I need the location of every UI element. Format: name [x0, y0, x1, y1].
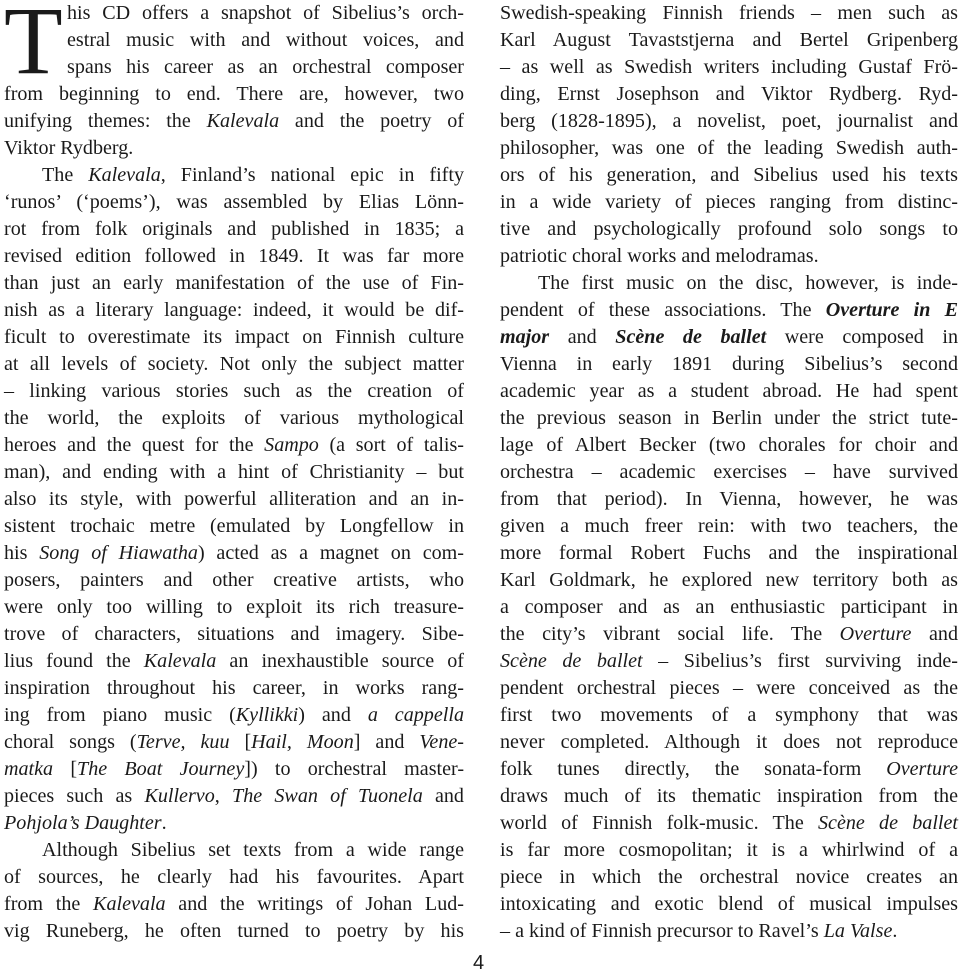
text-line: lage of Albert Becker (two chorales for choir and [500, 434, 958, 456]
text-line: orchestra – academic exercises – have survived [500, 461, 958, 483]
text-line: Viktor Rydberg. [4, 137, 134, 159]
text-line: Karl Goldmark, he explored new territory both as [500, 569, 958, 591]
text-line: ficult to overestimate its impact on Finnish culture [4, 326, 464, 348]
right-column [500, 0, 958, 945]
text-line: trove of characters, situations and imagery. Sibe- [4, 623, 464, 645]
text-line: more formal Robert Fuchs and the inspirational [500, 542, 958, 564]
text-line: patriotic choral works and melodramas. [500, 245, 819, 267]
text-line: the world, the exploits of various mythological [4, 407, 464, 429]
text-line: first two movements of a symphony that was [500, 704, 958, 726]
text-line: in a wide variety of pieces ranging from distinc- [500, 191, 958, 213]
left-column [4, 0, 464, 945]
text-line: given a much freer rein: with two teachers, the [500, 515, 958, 537]
text-line: – as well as Swedish writers including Gustaf Frö- [500, 56, 958, 78]
text-line: The first music on the disc, however, is inde- [538, 272, 958, 294]
drop-cap: T [4, 0, 63, 94]
text-line: folk tunes directly, the sonata-form Overture [500, 758, 958, 780]
text-line: a composer and as an enthusiastic participant in [500, 596, 958, 618]
paragraph-overture [500, 270, 958, 945]
text-line: rot from folk originals and published in 1835; a [4, 218, 464, 240]
text-line: the previous season in Berlin under the strict tute- [500, 407, 958, 429]
text-line: vig Runeberg, he often turned to poetry by his [4, 920, 464, 942]
text-line: estral music with and without voices, and [67, 29, 464, 51]
text-line: Karl August Tavaststjerna and Bertel Gripenberg [500, 29, 958, 51]
text-line: the city’s vibrant social life. The Overture and [500, 623, 958, 645]
text-line: unifying themes: the Kalevala and the poetry of [4, 110, 464, 132]
text-line: – linking various stories such as the creation of [4, 380, 464, 402]
text-line: choral songs (Terve, kuu [Hail, Moon] and Vene- [4, 731, 464, 753]
text-line: also its style, with powerful alliteration and an in- [4, 488, 464, 510]
text-line: Scène de ballet – Sibelius’s first surviving inde- [500, 650, 959, 672]
text-line: never completed. Although it does not reproduce [500, 731, 958, 753]
text-line: from beginning to end. There are, however, two [4, 83, 464, 105]
text-line: intoxicating and exotic blend of musical impulses [500, 893, 958, 915]
text-line: ing from piano music (Kyllikki) and a cappella [4, 704, 464, 726]
paragraph-sources [4, 837, 464, 945]
text-line: Swedish-speaking Finnish friends – men such as [500, 2, 958, 24]
text-line: is far more cosmopolitan; it is a whirlwind of a [500, 839, 958, 861]
text-line: of sources, he clearly had his favourites. Apart [4, 866, 464, 888]
text-line: from the Kalevala and the writings of Johan Lud- [4, 893, 464, 915]
text-line: were only too willing to exploit its rich treasure- [4, 596, 464, 618]
text-line: than just an early manifestation of the use of Fin- [4, 272, 464, 294]
text-line: – a kind of Finnish precursor to Ravel’s La Valse. [500, 920, 898, 942]
text-line: man), and ending with a hint of Christianity – but [4, 461, 464, 483]
text-line: Pohjola’s Daughter. [4, 812, 167, 834]
page-number: 4 [473, 952, 485, 974]
text-line: spans his career as an orchestral composer [67, 56, 464, 78]
text-line: matka [The Boat Journey]) to orchestral master- [4, 758, 465, 780]
text-line: sistent trochaic metre (emulated by Longfellow in [4, 515, 464, 537]
text-line: The Kalevala, Finland’s national epic in fifty [42, 164, 464, 186]
paragraph-kalevala [4, 162, 464, 837]
text-line: nish as a literary language: indeed, it would be dif- [4, 299, 464, 321]
text-line: major and Scène de ballet were composed in [500, 326, 958, 348]
text-line: his CD offers a snapshot of Sibelius’s orch- [67, 2, 464, 24]
text-line: lius found the Kalevala an inexhaustible source of [4, 650, 464, 672]
text-line: revised edition followed in 1849. It was far more [4, 245, 464, 267]
text-line: berg (1828-1895), a novelist, poet, journalist and [500, 110, 958, 132]
text-line: Vienna in early 1891 during Sibelius’s second [500, 353, 958, 375]
text-line: philosopher, was one of the leading Swedish auth- [500, 137, 958, 159]
text-line: draws much of its thematic inspiration from the [500, 785, 958, 807]
text-line: ors of his generation, and Sibelius used his texts [500, 164, 958, 186]
text-line: pendent of these associations. The Overture in E [500, 299, 958, 321]
text-line: at all levels of society. Not only the subject matter [4, 353, 464, 375]
text-line: piece in which the orchestral novice creates an [500, 866, 958, 888]
paragraph-intro [4, 0, 464, 162]
text-line: from that period). In Vienna, however, he was [500, 488, 958, 510]
text-line: tive and psychologically profound solo songs to [500, 218, 958, 240]
text-line: Although Sibelius set texts from a wide range [42, 839, 464, 861]
text-line: posers, painters and other creative artists, who [4, 569, 464, 591]
text-line: inspiration throughout his career, in works rang- [4, 677, 464, 699]
text-line: academic year as a student abroad. He had spent [500, 380, 958, 402]
text-line: pendent orchestral pieces – were conceived as the [500, 677, 958, 699]
text-line: ding, Ernst Josephson and Viktor Rydberg. Ryd- [500, 83, 958, 105]
text-line: heroes and the quest for the Sampo (a sort of talis- [4, 434, 464, 456]
text-line: his Song of Hiawatha) acted as a magnet on com- [4, 542, 464, 564]
text-line: ‘runos’ (‘poems’), was assembled by Elias Lönn- [4, 191, 464, 213]
text-line: pieces such as Kullervo, The Swan of Tuonela and [4, 785, 464, 807]
paragraph-swedish-friends [500, 0, 958, 270]
text-line: world of Finnish folk-music. The Scène de ballet [500, 812, 958, 834]
